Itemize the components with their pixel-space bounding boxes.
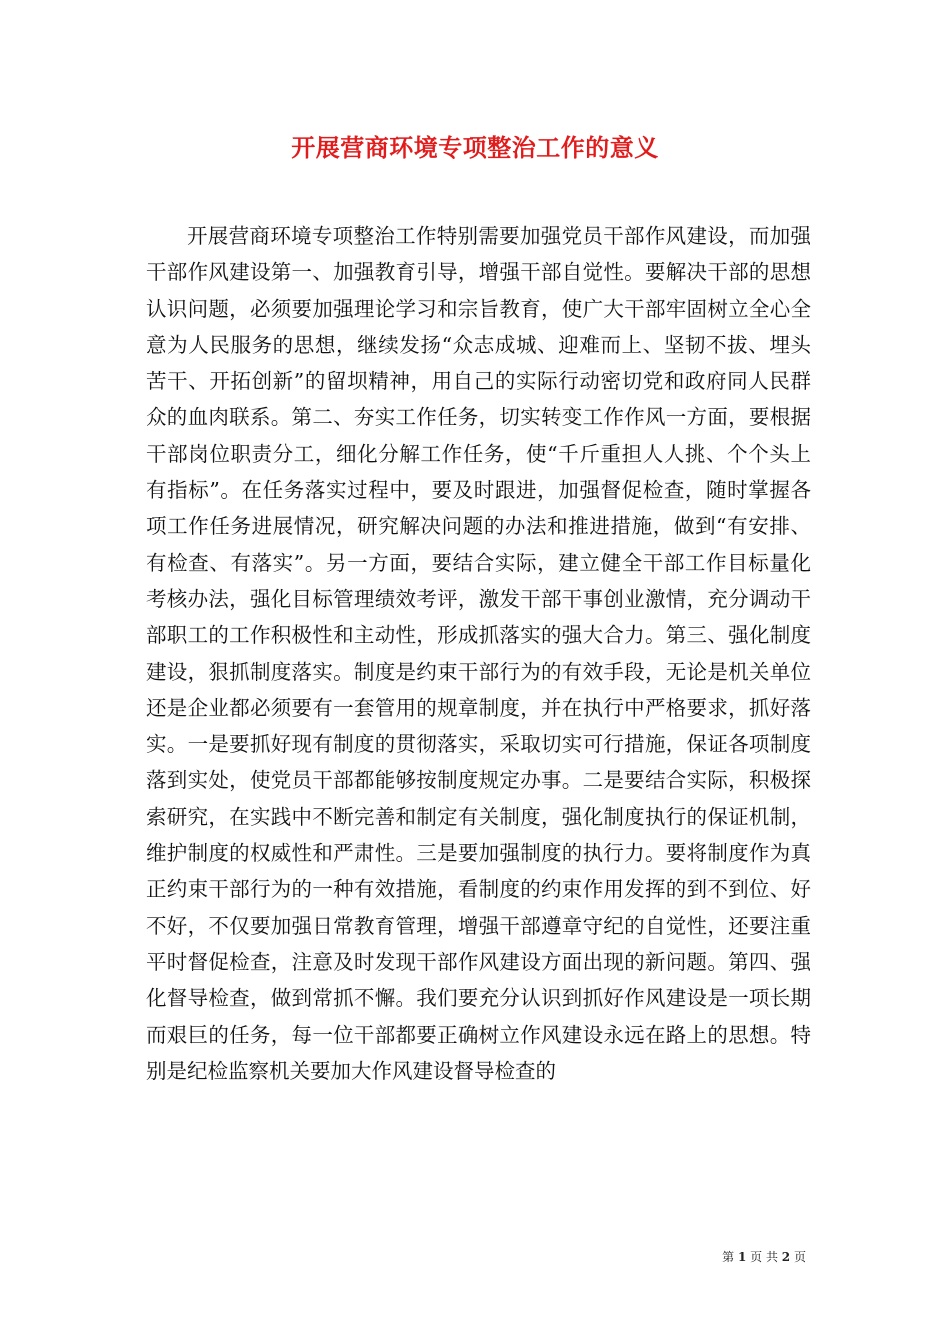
footer-middle: 页 共 bbox=[750, 1250, 778, 1264]
page-number-footer bbox=[0, 1248, 806, 1266]
footer-prefix: 第 bbox=[722, 1250, 735, 1264]
footer-current-page: 1 bbox=[737, 1250, 747, 1264]
footer-suffix: 页 bbox=[793, 1250, 806, 1264]
body-paragraph: 开展营商环境专项整治工作特别需要加强党员干部作风建设，而加强干部作风建设第一、加强教育引导，增强干部自觉性。要解决干部的思想认识问题，必须要加强理论学习和宗旨教育，使广大干部牢固树立全心全意为人民服务的思想，继续发扬“众志成城、迎难而上、坚韧不拔、埋头苦干、开拓创新”的留坝精神，用自己的实际行动密切党和政府同人民群众的血肉联系。第二、夯实工作任务，切实转变工作作风一方面，要根据干部岗位职责分工，细化分解工作任务，使“千斤重担人人挑、个个头上有指标”。在任务落实过程中，要及时跟进，加强督促检查，随时掌握各项工作任务进展情况，研究解决问题的办法和推进措施，做到“有安排、有检查、有落实”。另一方面，要结合实际，建立健全干部工作目标量化考核办法，强化目标管理绩效考评，激发干部干事创业激情，充分调动干部职工的工作积极性和主动性，形成抓落实的强大合力。第三、强化制度建设，狠抓制度落实。制度是约束干部行为的有效手段，无论是机关单位还是企业都必须要有一套管用的规章制度，并在执行中严格要求，抓好落实。一是要抓好现有制度的贯彻落实，采取切实可行措施，保证各项制度落到实处，使党员干部都能够按制度规定办事。二是要结合实际，积极探索研究，在实践中不断完善和制定有关制度，强化制度执行的保证机制，维护制度的权威性和严肃性。三是要加强制度的执行力。要将制度作为真正约束干部行为的一种有效措施，看制度的约束作用发挥的到不到位、好不好，不仅要加强日常教育管理，增强干部遵章守纪的自觉性，还要注重平时督促检查，注意及时发现干部作风建设方面出现的新问题。第四、强化督导检查，做到常抓不懈。我们要充分认识到抓好作风建设是一项长期而艰巨的任务，每一位干部都要正确树立作风建设永远在路上的思想。特别是纪检监察机关要加大作风建设督导检查的 bbox=[146, 224, 811, 1083]
footer-total-pages: 2 bbox=[781, 1250, 791, 1264]
document-title: 开展营商环境专项整治工作的意义 bbox=[291, 133, 659, 162]
